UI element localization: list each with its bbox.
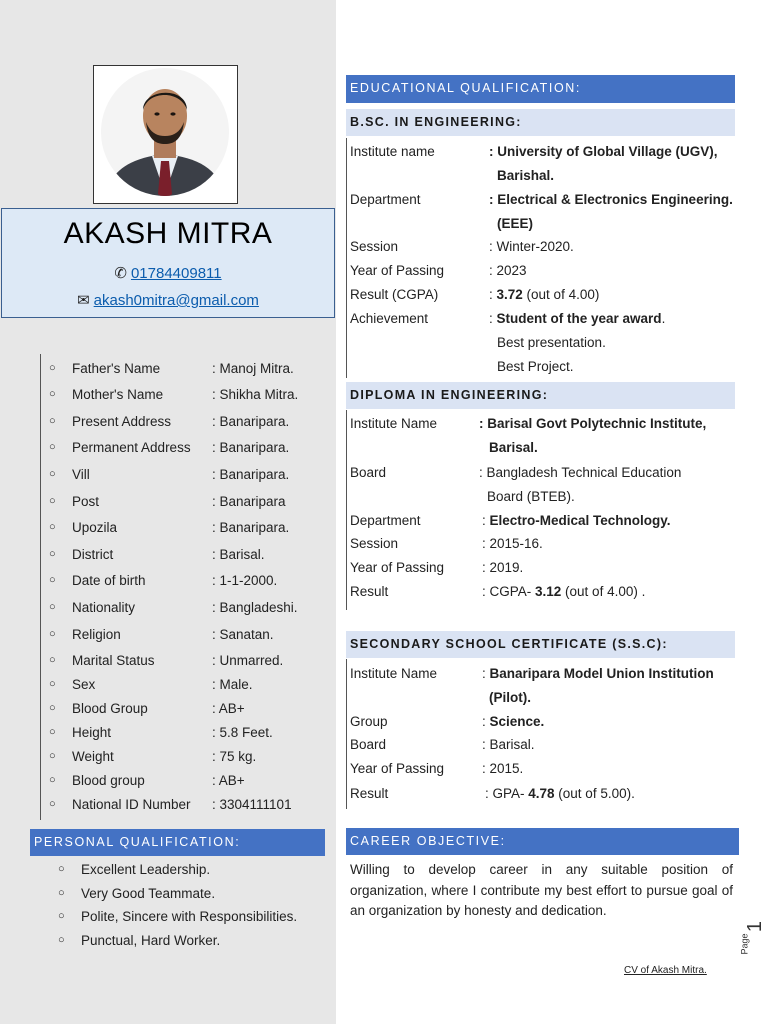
bullet-icon: ○ (49, 774, 56, 786)
diploma-board-cont: Board (BTEB). (487, 489, 575, 504)
envelope-icon: ✉ (77, 292, 90, 309)
bullet-icon: ○ (49, 798, 56, 810)
personal-value: : 3304111101 (212, 797, 292, 812)
diploma-year: : 2019. (482, 560, 524, 575)
department-value: Electro-Medical Technology. (489, 513, 671, 528)
phone-link[interactable]: 01784409811 (130, 265, 222, 282)
bullet-icon: ○ (49, 468, 56, 480)
ssc-group (482, 714, 544, 729)
ssc-board-label: Board (350, 737, 387, 752)
bsc-year-label: Year of Passing (350, 263, 445, 278)
bsc-heading: B.SC. IN ENGINEERING: (346, 109, 735, 136)
educational-qualification-heading: EDUCATIONAL QUALIFICATION: (346, 75, 735, 103)
diploma-board: : Bangladesh Technical Education (479, 465, 682, 480)
personal-value: : Male. (212, 677, 253, 692)
personal-value: : 5.8 Feet. (212, 725, 273, 740)
ssc-institute (482, 666, 714, 681)
personal-qualification-heading: PERSONAL QUALIFICATION: (30, 829, 325, 856)
person-name: AKASH MITRA (63, 217, 273, 250)
department-prefix: : (482, 513, 490, 528)
bullet-icon: ○ (49, 601, 56, 613)
bullet-icon: ○ (49, 388, 56, 400)
diploma-result-label: Result (350, 584, 389, 599)
group-prefix: : (482, 714, 490, 729)
achievement-prefix: : (489, 311, 497, 326)
bsc-department-cont: (EEE) (497, 216, 534, 231)
result-prefix: : CGPA- (482, 584, 536, 599)
qualification-text: Polite, Sincere with Responsibilities. (81, 909, 298, 924)
name-card (1, 208, 335, 318)
qualification-text: Very Good Teammate. (81, 886, 216, 901)
personal-info-list (40, 354, 331, 820)
personal-label: National ID Number (72, 797, 191, 812)
diploma-session-label: Session (350, 536, 399, 551)
bullet-icon: ○ (49, 574, 56, 586)
personal-label: Blood Group (72, 701, 148, 716)
personal-label: Marital Status (72, 653, 155, 668)
personal-value: : Banaripara. (212, 440, 290, 455)
ssc-institute-label: Institute Name (350, 666, 438, 681)
achievement-1: Student of the year award (496, 311, 662, 326)
bullet-icon: ○ (49, 495, 56, 507)
bsc-achievement-3: Best Project. (497, 359, 574, 374)
personal-label: Date of birth (72, 573, 146, 588)
diploma-board-label: Board (350, 465, 387, 480)
diploma-institute-label: Institute Name (350, 416, 438, 431)
diploma-result (482, 584, 645, 599)
ssc-year: : 2015. (482, 761, 524, 776)
personal-value: : 75 kg. (212, 749, 257, 764)
bullet-icon: ○ (58, 910, 65, 922)
bullet-icon: ○ (49, 521, 56, 533)
qualification-text: Punctual, Hard Worker. (81, 933, 221, 948)
diploma-institute-cont: Barisal. (489, 440, 538, 455)
bullet-icon: ○ (58, 863, 65, 875)
personal-label: Present Address (72, 414, 172, 429)
personal-label: Upozila (72, 520, 118, 535)
personal-value: : Banaripara. (212, 467, 290, 482)
personal-label: Religion (72, 627, 121, 642)
personal-label: Vill (72, 467, 90, 482)
bsc-year: : 2023 (489, 263, 527, 278)
bullet-icon: ○ (49, 750, 56, 762)
email-link[interactable]: akash0mitra@gmail.com (93, 292, 259, 309)
footer-text: CV of Akash Mitra. (624, 965, 707, 976)
qualification-text: Excellent Leadership. (81, 862, 211, 877)
page-word: Page (739, 933, 750, 955)
page-number (739, 915, 767, 955)
bsc-result-label: Result (CGPA) (350, 287, 439, 302)
personal-value: : Barisal. (212, 547, 265, 562)
bullet-icon: ○ (49, 441, 56, 453)
personal-label: Blood group (72, 773, 145, 788)
personal-value: : Manoj Mitra. (212, 361, 294, 376)
institute-value: Banaripara Model Union Institution (489, 666, 714, 681)
email-line (2, 291, 334, 309)
bsc-institute-cont: Barishal. (497, 168, 555, 183)
institute-prefix: : (482, 666, 490, 681)
result-value: 3.72 (496, 287, 523, 302)
group-value: Science. (489, 714, 545, 729)
diploma-year-label: Year of Passing (350, 560, 445, 575)
result-suffix: (out of 4.00) (522, 287, 600, 302)
page-number-value: 1 (744, 920, 767, 933)
bsc-achievement-label: Achievement (350, 311, 429, 326)
result-value: 3.12 (535, 584, 562, 599)
diploma-heading: DIPLOMA IN ENGINEERING: (346, 382, 735, 409)
personal-value: : AB+ (212, 773, 245, 788)
bsc-achievement (489, 311, 665, 326)
personal-label: Sex (72, 677, 96, 692)
result-prefix: : GPA- (485, 786, 529, 801)
ssc-year-label: Year of Passing (350, 761, 445, 776)
diploma-department (482, 513, 671, 528)
bullet-icon: ○ (49, 362, 56, 374)
personal-value: : Sanatan. (212, 627, 274, 642)
bullet-icon: ○ (49, 654, 56, 666)
personal-value: : Unmarred. (212, 653, 284, 668)
ssc-institute-cont: (Pilot). (489, 690, 531, 705)
personal-value: : Banaripara. (212, 520, 290, 535)
career-objective-heading: CAREER OBJECTIVE: (346, 828, 739, 855)
result-suffix: (out of 5.00). (554, 786, 635, 801)
bullet-icon: ○ (58, 934, 65, 946)
divider (346, 410, 347, 610)
personal-value: : Bangladeshi. (212, 600, 298, 615)
result-prefix: : (489, 287, 497, 302)
result-suffix: (out of 4.00) . (561, 584, 646, 599)
ssc-result-label: Result (350, 786, 389, 801)
phone-line (2, 264, 334, 282)
personal-value: : Banaripara (212, 494, 286, 509)
diploma-institute: : Barisal Govt Polytechnic Institute, (479, 416, 707, 431)
ssc-group-label: Group (350, 714, 388, 729)
bullet-icon: ○ (49, 726, 56, 738)
personal-label: Post (72, 494, 100, 509)
personal-label: Nationality (72, 600, 136, 615)
achievement-1-end: . (661, 311, 666, 326)
personal-label: Height (72, 725, 112, 740)
personal-label: Mother's Name (72, 387, 164, 402)
personal-label: Permanent Address (72, 440, 191, 455)
personal-value: : 1-1-2000. (212, 573, 278, 588)
bsc-department-label: Department (350, 192, 421, 207)
diploma-session: : 2015-16. (482, 536, 543, 551)
bsc-institute-label: Institute name (350, 144, 435, 159)
profile-photo (93, 65, 238, 204)
personal-value: : AB+ (212, 701, 245, 716)
career-objective-text: Willing to develop career in any suitable position of organization, where I contribute my best effort to pursue goal of an organization by honesty and dedication. (350, 862, 733, 918)
ssc-heading: SECONDARY SCHOOL CERTIFICATE (S.S.C): (346, 631, 735, 658)
result-value: 4.78 (528, 786, 555, 801)
personal-label: Father's Name (72, 361, 161, 376)
bsc-result (489, 287, 599, 302)
bsc-session-label: Session (350, 239, 399, 254)
bullet-icon: ○ (49, 628, 56, 640)
personal-value: : Banaripara. (212, 414, 290, 429)
bsc-department: : Electrical & Electronics Engineering. (489, 192, 733, 207)
bullet-icon: ○ (49, 702, 56, 714)
personal-value: : Shikha Mitra. (212, 387, 299, 402)
bsc-session: : Winter-2020. (489, 239, 574, 254)
divider (346, 659, 347, 809)
phone-icon: ✆ (114, 265, 127, 282)
bullet-icon: ○ (49, 548, 56, 560)
personal-label: Weight (72, 749, 114, 764)
bsc-institute: : University of Global Village (UGV), (489, 144, 718, 159)
diploma-department-label: Department (350, 513, 421, 528)
ssc-result (485, 786, 635, 801)
bullet-icon: ○ (49, 415, 56, 427)
personal-label: District (72, 547, 114, 562)
divider (346, 138, 347, 378)
bullet-icon: ○ (58, 887, 65, 899)
bullet-icon: ○ (49, 678, 56, 690)
bsc-achievement-2: Best presentation. (497, 335, 606, 350)
ssc-board: : Barisal. (482, 737, 535, 752)
